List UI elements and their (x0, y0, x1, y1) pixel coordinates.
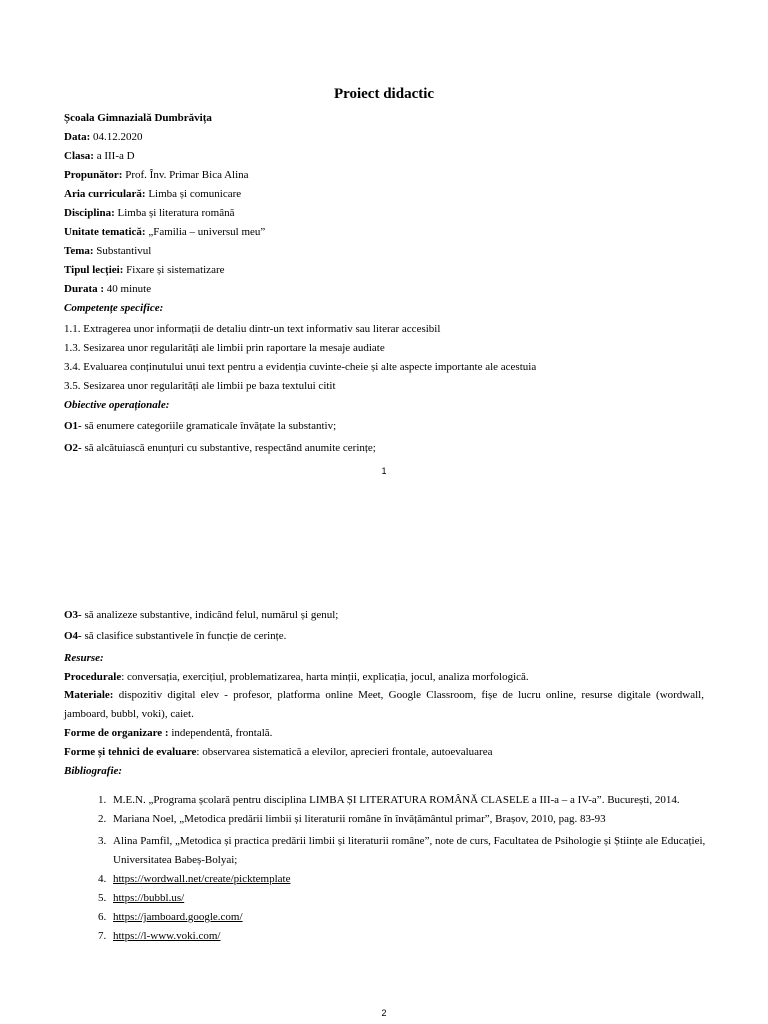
field-label: Clasa: (64, 150, 94, 162)
school-name: Școala Gimnazială Dumbrăvița (64, 112, 212, 124)
item-number: 7. (98, 930, 107, 942)
field-aria (64, 187, 704, 201)
obiectiv-code: O2- (64, 442, 82, 454)
field-label: Durata : (64, 283, 105, 295)
field-label: Data: (64, 131, 91, 143)
field-unitate (64, 225, 704, 239)
obiectiv-text: să alcătuiască enunțuri cu substantive, respectând anumite cerințe; (81, 442, 376, 454)
materiale-paragraph (64, 686, 704, 724)
field-value: a III-a D (93, 150, 135, 162)
field-value: Prof. Înv. Primar Bica Alina (122, 169, 249, 181)
field-value: „Familia – universul meu” (145, 226, 266, 238)
item-number: 4. (98, 873, 107, 885)
field-tema (64, 244, 704, 258)
organizare-value: independentă, frontală. (168, 727, 273, 739)
organizare-label: Forme de organizare : (64, 727, 169, 739)
competente-heading: Competențe specifice: (64, 302, 164, 314)
link-text[interactable]: https://jamboard.google.com/ (113, 911, 243, 923)
materiale-value: dispozitiv digital elev - profesor, platforma online Meet, Google Classroom, fișe de lucru online, resurse digitale (wordwall, jamboard, bubbl, voki), caiet. (64, 689, 704, 720)
obiectiv-item (64, 629, 704, 643)
procedurale-label: Procedurale (64, 671, 122, 683)
item-number: 2. (98, 813, 107, 825)
field-label: Disciplina: (64, 207, 115, 219)
competenta-item: 3.5. Sesizarea unor regularități ale limbii pe baza textului citit (64, 380, 336, 392)
item-text: Alina Pamfil, „Metodica și practica predării limbii și literaturii române”, note de curs, Facultatea de Psihologie și Științe ale Educației, Universitatea Babeș-Bolyai; (113, 835, 706, 866)
page-number: 2 (381, 1008, 387, 1018)
field-label: Aria curriculară: (64, 188, 146, 200)
obiectiv-code: O1- (64, 420, 82, 432)
field-label: Propunător: (64, 169, 123, 181)
materiale-label: Materiale: (64, 689, 114, 701)
resurse-heading: Resurse: (64, 652, 104, 664)
item-number: 6. (98, 911, 107, 923)
obiectiv-item (64, 608, 704, 622)
link-text[interactable]: https://l-www.voki.com/ (113, 930, 221, 942)
field-value: Fixare și sistematizare (123, 264, 225, 276)
item-text: Mariana Noel, „Metodica predării limbii și literaturii române în învățământul primar”, Brașov, 2010, pag. 83-93 (113, 813, 606, 825)
field-value: Substantivul (93, 245, 152, 257)
procedurale-value: : conversația, exercițiul, problematizarea, harta minții, explicația, jocul, analiza morfologică. (121, 671, 529, 683)
competenta-item: 1.3. Sesizarea unor regularități ale limbii prin raportare la mesaje audiate (64, 342, 385, 354)
obiective-heading: Obiective operaționale: (64, 399, 170, 411)
obiectiv-text: să analizeze substantive, indicând felul, numărul și genul; (81, 609, 339, 621)
item-text: M.E.N. „Programa școlară pentru disciplina LIMBA ȘI LITERATURA ROMÂNĂ CLASELE a III-a – a IV-a”. București, 2014. (113, 794, 680, 806)
competenta-item: 3.4. Evaluarea conținutului unui text pentru a evidenția cuvinte-cheie și alte aspecte importante ale acestuia (64, 361, 537, 373)
field-label: Unitate tematică: (64, 226, 146, 238)
field-value: Limba și literatura română (114, 207, 235, 219)
field-tipul (64, 263, 704, 277)
item-number: 3. (98, 835, 107, 847)
field-propunator (64, 168, 704, 182)
bibliografie-heading: Bibliografie: (64, 765, 123, 777)
obiectiv-code: O3- (64, 609, 82, 621)
obiectiv-code: O4- (64, 630, 82, 642)
procedurale-line (64, 670, 704, 684)
field-value: Limba și comunicare (145, 188, 242, 200)
page-title: Proiect didactic (333, 86, 435, 102)
obiectiv-text: să clasifice substantivele în funcție de cerințe. (81, 630, 287, 642)
field-disciplina (64, 206, 704, 220)
field-label: Tipul lecției: (64, 264, 124, 276)
item-number: 1. (98, 794, 107, 806)
item-number: 5. (98, 892, 107, 904)
evaluare-value: : observarea sistematică a elevilor, aprecieri frontale, autoevaluarea (196, 746, 493, 758)
field-value: 40 minute (104, 283, 152, 295)
field-clasa (64, 149, 704, 163)
obiectiv-text: să enumere categoriile gramaticale învățate la substantiv; (81, 420, 337, 432)
link-text[interactable]: https://bubbl.us/ (113, 892, 185, 904)
competenta-item: 1.1. Extragerea unor informații de detaliu dintr-un text informativ sau literar accesibil (64, 323, 441, 335)
field-durata (64, 282, 704, 296)
field-label: Tema: (64, 245, 94, 257)
field-data (64, 130, 704, 144)
field-value: 04.12.2020 (90, 131, 143, 143)
obiectiv-item (64, 441, 704, 455)
evaluare-line (64, 745, 704, 759)
link-text[interactable]: https://wordwall.net/create/picktemplate (113, 873, 291, 885)
obiectiv-item (64, 419, 704, 433)
evaluare-label: Forme și tehnici de evaluare (64, 746, 197, 758)
organizare-line (64, 726, 704, 740)
page-number: 1 (381, 466, 387, 476)
